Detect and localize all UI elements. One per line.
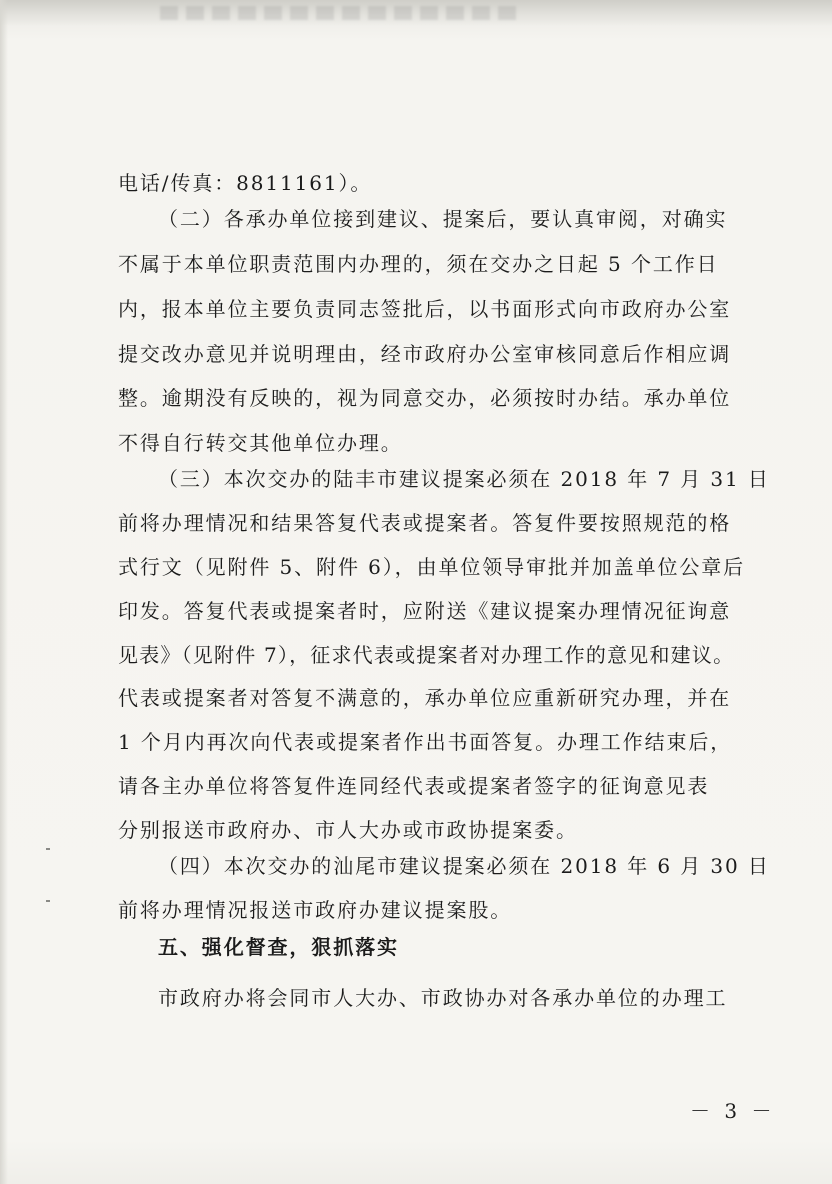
text-line: 不得自行转交其他单位办理。 bbox=[118, 431, 403, 455]
text-line: 前将办理情况和结果答复代表或提案者。答复件要按照规范的格 bbox=[118, 511, 732, 535]
text-line: （四）本次交办的汕尾市建议提案必须在 2018 年 6 月 30 日 bbox=[158, 854, 770, 878]
text-line: 印发。答复代表或提案者时，应附送《建议提案办理情况征询意 bbox=[118, 599, 732, 623]
text-line: 提交改办意见并说明理由，经市政府办公室审核同意后作相应调 bbox=[118, 342, 732, 366]
text-line: 电话/传真：8811161）。 bbox=[118, 171, 373, 195]
text-line: 整。逾期没有反映的，视为同意交办，必须按时办结。承办单位 bbox=[118, 386, 732, 410]
text-line: 1 个月内再次向代表或提案者作出书面答复。办理工作结束后， bbox=[118, 730, 733, 754]
text-line: 内，报本单位主要负责同志签批后，以书面形式向市政府办公室 bbox=[118, 297, 732, 321]
section-heading: 五、强化督查，狠抓落实 bbox=[158, 935, 399, 959]
text-line: （二）各承办单位接到建议、提案后，要认真审阅，对确实 bbox=[158, 207, 728, 231]
bleed-through-text bbox=[160, 6, 520, 20]
punch-mark bbox=[46, 848, 50, 850]
text-line: （三）本次交办的陆丰市建议提案必须在 2018 年 7 月 31 日 bbox=[158, 467, 770, 491]
text-line: 代表或提案者对答复不满意的，承办单位应重新研究办理，并在 bbox=[118, 686, 732, 710]
text-line: 见表》（见附件 7），征求代表或提案者对办理工作的意见和建议。 bbox=[118, 643, 735, 667]
punch-mark bbox=[46, 900, 50, 902]
text-line: 不属于本单位职责范围内办理的，须在交办之日起 5 个工作日 bbox=[118, 252, 719, 276]
scan-left-shadow bbox=[0, 0, 8, 1184]
text-line: 请各主办单位将答复件连同经代表或提案者签字的征询意见表 bbox=[118, 774, 710, 798]
text-line: 前将办理情况报送市政府办建议提案股。 bbox=[118, 898, 513, 922]
text-line: 市政府办将会同市人大办、市政协办对各承办单位的办理工 bbox=[158, 986, 728, 1010]
text-line: 分别报送市政府办、市人大办或市政协提案委。 bbox=[118, 818, 578, 842]
text-line: 式行文（见附件 5、附件 6），由单位领导审批并加盖单位公章后 bbox=[118, 555, 746, 579]
page-number: － 3 － bbox=[690, 1099, 776, 1123]
